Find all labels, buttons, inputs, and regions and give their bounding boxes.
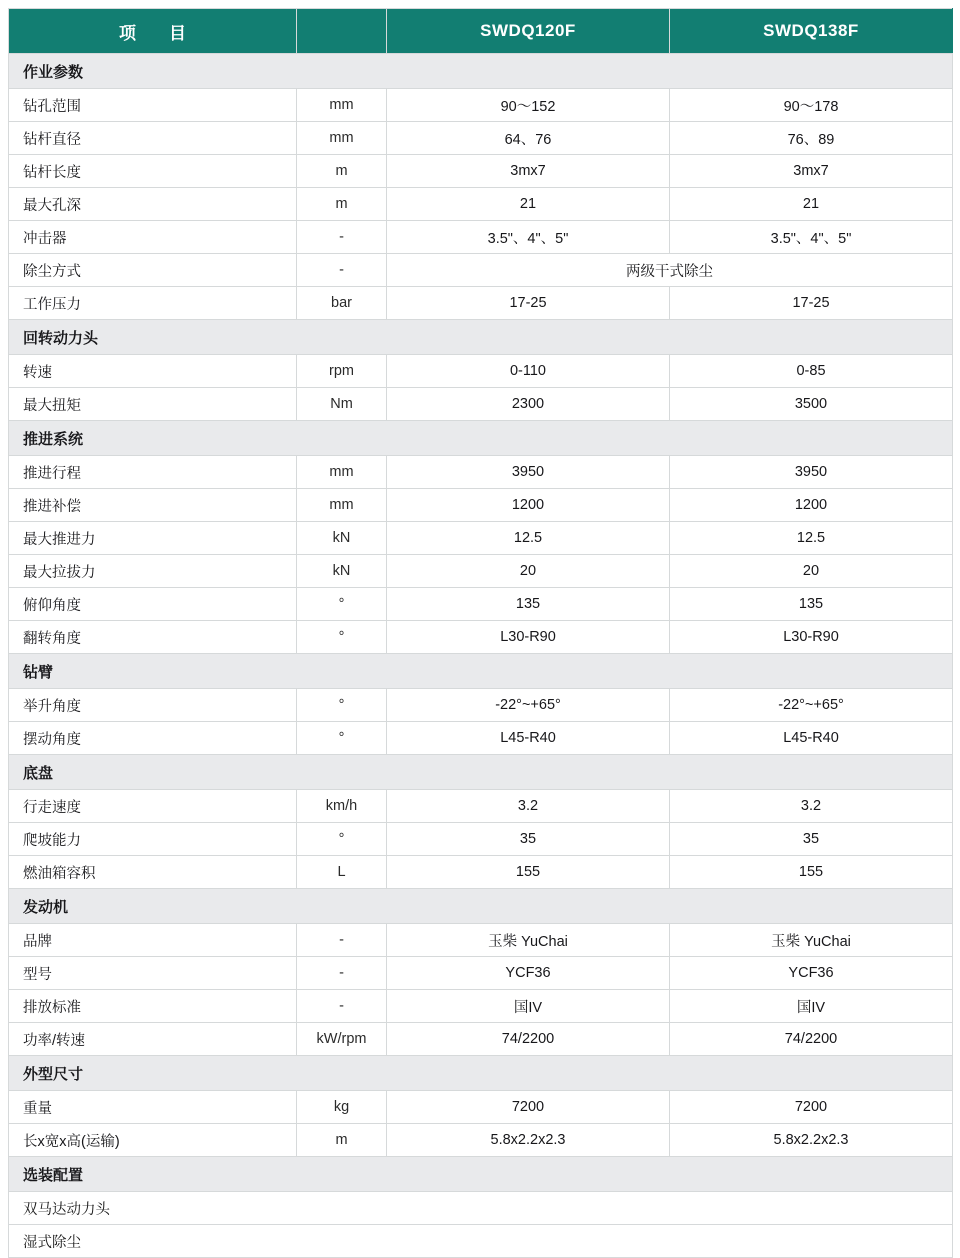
- cell-value-model-a: 3950: [387, 456, 670, 489]
- header-unit: [297, 9, 387, 54]
- header-model-b: SWDQ138F: [670, 9, 953, 54]
- cell-unit: °: [297, 722, 387, 755]
- cell-item: 俯仰角度: [9, 588, 297, 621]
- cell-item: 举升角度: [9, 689, 297, 722]
- cell-value-model-a: L45-R40: [387, 722, 670, 755]
- section-row: [9, 755, 953, 790]
- table-body: [9, 54, 953, 1258]
- cell-item: 除尘方式: [9, 254, 297, 287]
- cell-value-model-b: 76、89: [670, 122, 953, 155]
- cell-item: 推进补偿: [9, 489, 297, 522]
- section-row: [9, 1056, 953, 1091]
- cell-item: 品牌: [9, 924, 297, 957]
- cell-unit: -: [297, 254, 387, 287]
- cell-unit: -: [297, 957, 387, 990]
- cell-item: 冲击器: [9, 221, 297, 254]
- cell-item: 最大扭矩: [9, 388, 297, 421]
- cell-value-model-a: 3.2: [387, 790, 670, 823]
- table-row: [9, 722, 953, 755]
- header-item: 项 目: [9, 9, 297, 54]
- cell-unit: -: [297, 221, 387, 254]
- table-row: [9, 89, 953, 122]
- cell-value-model-b: 90～178: [670, 89, 953, 122]
- cell-value-model-a: 3.5"、4"、5": [387, 221, 670, 254]
- cell-value-model-b: 0-85: [670, 355, 953, 388]
- table-row: [9, 489, 953, 522]
- section-title: 回转动力头: [9, 320, 953, 355]
- table-row: [9, 1124, 953, 1157]
- cell-item: 转速: [9, 355, 297, 388]
- cell-value-model-a: 5.8x2.2x2.3: [387, 1124, 670, 1157]
- section-row: [9, 54, 953, 89]
- cell-value-shared: 两级干式除尘: [387, 254, 953, 287]
- specification-table: [8, 8, 953, 1258]
- cell-value-model-a: 0-110: [387, 355, 670, 388]
- cell-value-model-b: 3.5"、4"、5": [670, 221, 953, 254]
- table-row: [9, 689, 953, 722]
- cell-item: 最大推进力: [9, 522, 297, 555]
- option-label: 湿式除尘: [9, 1225, 953, 1258]
- cell-value-model-a: L30-R90: [387, 621, 670, 654]
- cell-value-model-a: 2300: [387, 388, 670, 421]
- option-row: [9, 1192, 953, 1225]
- table-row: [9, 122, 953, 155]
- table-header: [9, 9, 953, 54]
- cell-item: 功率/转速: [9, 1023, 297, 1056]
- table-row: [9, 287, 953, 320]
- cell-unit: m: [297, 155, 387, 188]
- cell-unit: m: [297, 1124, 387, 1157]
- table-row: [9, 790, 953, 823]
- cell-value-model-b: 21: [670, 188, 953, 221]
- table-row: [9, 254, 953, 287]
- table-row: [9, 957, 953, 990]
- cell-unit: km/h: [297, 790, 387, 823]
- section-title: 作业参数: [9, 54, 953, 89]
- cell-value-model-b: 3500: [670, 388, 953, 421]
- section-title: 发动机: [9, 889, 953, 924]
- option-row: [9, 1225, 953, 1258]
- table-row: [9, 1091, 953, 1124]
- cell-value-model-b: 国IV: [670, 990, 953, 1023]
- cell-value-model-b: 20: [670, 555, 953, 588]
- cell-value-model-a: 64、76: [387, 122, 670, 155]
- cell-value-model-a: 155: [387, 856, 670, 889]
- cell-unit: mm: [297, 489, 387, 522]
- cell-unit: mm: [297, 89, 387, 122]
- cell-value-model-b: 7200: [670, 1091, 953, 1124]
- cell-unit: bar: [297, 287, 387, 320]
- table-row: [9, 456, 953, 489]
- cell-value-model-b: YCF36: [670, 957, 953, 990]
- cell-item: 重量: [9, 1091, 297, 1124]
- cell-value-model-b: 3mx7: [670, 155, 953, 188]
- section-row: [9, 320, 953, 355]
- table-row: [9, 924, 953, 957]
- cell-item: 摆动角度: [9, 722, 297, 755]
- table-row: [9, 522, 953, 555]
- cell-unit: kN: [297, 522, 387, 555]
- cell-value-model-b: 1200: [670, 489, 953, 522]
- cell-unit: °: [297, 823, 387, 856]
- cell-item: 行走速度: [9, 790, 297, 823]
- cell-value-model-a: 国IV: [387, 990, 670, 1023]
- cell-unit: rpm: [297, 355, 387, 388]
- cell-value-model-a: 35: [387, 823, 670, 856]
- cell-value-model-a: 74/2200: [387, 1023, 670, 1056]
- cell-unit: mm: [297, 456, 387, 489]
- table-row: [9, 588, 953, 621]
- section-title: 选装配置: [9, 1157, 953, 1192]
- table-row: [9, 221, 953, 254]
- cell-unit: -: [297, 924, 387, 957]
- cell-item: 钻杆直径: [9, 122, 297, 155]
- cell-value-model-b: L30-R90: [670, 621, 953, 654]
- table-row: [9, 621, 953, 654]
- section-title: 外型尺寸: [9, 1056, 953, 1091]
- cell-unit: kg: [297, 1091, 387, 1124]
- table-row: [9, 355, 953, 388]
- cell-value-model-b: 17-25: [670, 287, 953, 320]
- table-row: [9, 388, 953, 421]
- cell-item: 工作压力: [9, 287, 297, 320]
- cell-item: 型号: [9, 957, 297, 990]
- cell-unit: -: [297, 990, 387, 1023]
- cell-item: 最大孔深: [9, 188, 297, 221]
- cell-item: 钻杆长度: [9, 155, 297, 188]
- cell-value-model-a: 12.5: [387, 522, 670, 555]
- table-row: [9, 1023, 953, 1056]
- cell-value-model-a: 90～152: [387, 89, 670, 122]
- cell-value-model-a: 21: [387, 188, 670, 221]
- cell-value-model-a: 135: [387, 588, 670, 621]
- cell-value-model-b: 5.8x2.2x2.3: [670, 1124, 953, 1157]
- section-title: 底盘: [9, 755, 953, 790]
- cell-item: 翻转角度: [9, 621, 297, 654]
- cell-value-model-a: 17-25: [387, 287, 670, 320]
- cell-unit: kN: [297, 555, 387, 588]
- table-row: [9, 155, 953, 188]
- section-title: 钻臂: [9, 654, 953, 689]
- section-row: [9, 1157, 953, 1192]
- cell-unit: °: [297, 689, 387, 722]
- section-row: [9, 889, 953, 924]
- cell-value-model-a: YCF36: [387, 957, 670, 990]
- cell-unit: °: [297, 588, 387, 621]
- cell-value-model-a: 玉柴 YuChai: [387, 924, 670, 957]
- section-title: 推进系统: [9, 421, 953, 456]
- cell-value-model-b: 35: [670, 823, 953, 856]
- cell-item: 最大拉拔力: [9, 555, 297, 588]
- cell-item: 推进行程: [9, 456, 297, 489]
- table-row: [9, 823, 953, 856]
- cell-value-model-b: 155: [670, 856, 953, 889]
- cell-value-model-a: 7200: [387, 1091, 670, 1124]
- cell-item: 长x宽x高(运输): [9, 1124, 297, 1157]
- cell-value-model-b: 12.5: [670, 522, 953, 555]
- option-label: 双马达动力头: [9, 1192, 953, 1225]
- cell-unit: mm: [297, 122, 387, 155]
- cell-value-model-b: -22°~+65°: [670, 689, 953, 722]
- header-model-a: SWDQ120F: [387, 9, 670, 54]
- table-row: [9, 856, 953, 889]
- cell-value-model-a: -22°~+65°: [387, 689, 670, 722]
- section-row: [9, 654, 953, 689]
- cell-value-model-b: L45-R40: [670, 722, 953, 755]
- cell-value-model-b: 74/2200: [670, 1023, 953, 1056]
- cell-value-model-a: 1200: [387, 489, 670, 522]
- cell-value-model-a: 20: [387, 555, 670, 588]
- cell-value-model-a: 3mx7: [387, 155, 670, 188]
- table-row: [9, 555, 953, 588]
- cell-unit: m: [297, 188, 387, 221]
- cell-value-model-b: 玉柴 YuChai: [670, 924, 953, 957]
- cell-item: 排放标准: [9, 990, 297, 1023]
- cell-unit: Nm: [297, 388, 387, 421]
- cell-value-model-b: 135: [670, 588, 953, 621]
- cell-unit: L: [297, 856, 387, 889]
- cell-item: 钻孔范围: [9, 89, 297, 122]
- cell-unit: °: [297, 621, 387, 654]
- table-row: [9, 188, 953, 221]
- cell-item: 燃油箱容积: [9, 856, 297, 889]
- cell-value-model-b: 3950: [670, 456, 953, 489]
- cell-value-model-b: 3.2: [670, 790, 953, 823]
- cell-unit: kW/rpm: [297, 1023, 387, 1056]
- table-row: [9, 990, 953, 1023]
- section-row: [9, 421, 953, 456]
- cell-item: 爬坡能力: [9, 823, 297, 856]
- header-row: [9, 9, 953, 54]
